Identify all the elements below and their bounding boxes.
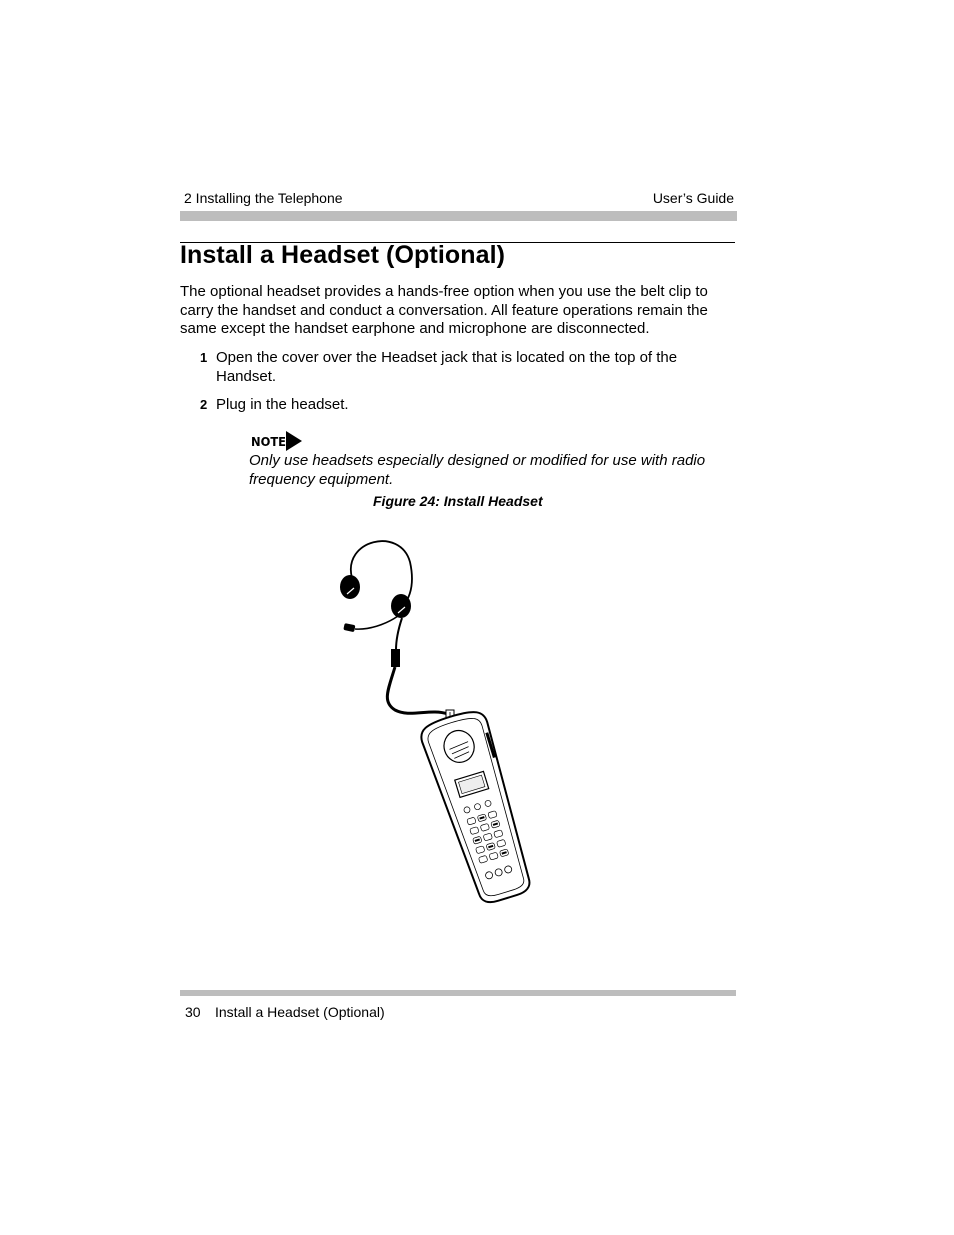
step-text: Open the cover over the Headset jack that is located on the top of the Handset.	[216, 349, 678, 385]
headset-icon	[340, 541, 454, 720]
step-item	[200, 395, 740, 414]
footer-divider-bar	[180, 990, 736, 996]
step-number: 2	[200, 397, 208, 412]
running-header-guide: User’s Guide	[652, 190, 734, 206]
page-number: 30	[185, 1004, 201, 1020]
install-headset-figure	[330, 530, 590, 910]
running-header-chapter: 2 Installing the Telephone	[184, 190, 343, 206]
header-divider-bar	[180, 211, 737, 221]
note-text: Only use headsets especially designed or modified for use with radio frequency equipment.	[249, 452, 706, 488]
cordless-handset-icon	[418, 707, 539, 909]
running-footer-section: Install a Headset (Optional)	[215, 1004, 385, 1020]
step-number: 1	[200, 350, 208, 365]
note-arrow-icon	[250, 429, 306, 453]
figure-caption: Figure 24: Install Headset	[373, 493, 543, 509]
step-item	[200, 348, 740, 386]
step-text: Plug in the headset.	[216, 396, 349, 413]
page-title: Install a Headset (Optional)	[180, 241, 506, 269]
intro-paragraph: The optional headset provides a hands-free option when you use the belt clip to carry the handset and conduct a conversation. All feature operations remain the same except the handset earphone and microphone are disconnected.	[180, 283, 708, 337]
note-label: NOTE	[251, 434, 286, 449]
